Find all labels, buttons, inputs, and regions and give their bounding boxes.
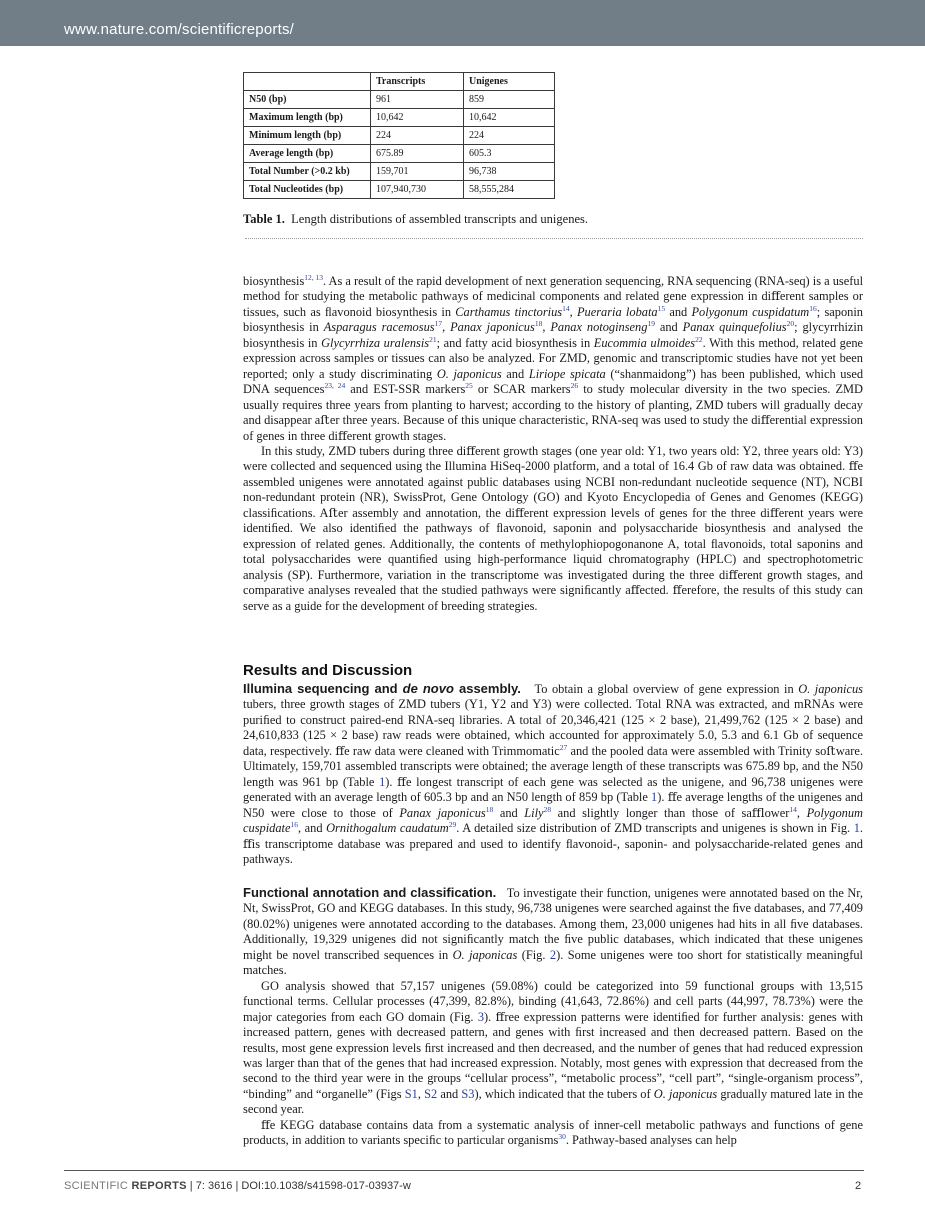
table-caption (243, 212, 588, 227)
table-row (244, 127, 555, 145)
table-cell: 961 (371, 91, 464, 109)
section-heading: Results and Discussion (243, 662, 413, 679)
length-distribution-table (243, 72, 555, 199)
table-cell: 107,940,730 (371, 181, 464, 199)
table-cell: 605.3 (464, 145, 555, 163)
paragraph: biosynthesis$^{12, 13}$. As a result of the rapid development of next generation sequencing, RNA sequencing (RNA-seq) is a useful method for studying the metabolic pathways of medicinal components and related gene expression in diﬀerent samples or tissues, such as ﬂavonoid biosynthesis in Carthamus tinctorius$^{14}$, Pueraria lobata$^{15}$ and Polygonum cuspidatum$^{16}$; saponin biosynthesis in Asparagus racemosus$^{17}$, Panax japonicus$^{18}$, Panax notoginseng$^{19}$ and Panax quinquefolius$^{20}$; glycyrrhizin biosynthesis in Glycyrrhiza uralensis$^{21}$; and fatty acid biosynthesis in Eucommia ulmoides$^{22}$. With this method, related gene expression across samples or tissues can also be analyzed. For ZMD, genomic and transcriptomic studies have not yet been reported; only a study discriminating O. japonicus and Liriope spicata (“shanmaidong”) has been published, which used DNA sequences$^{23, 24}$ and EST-SSR markers$^{25}$ or SCAR markers$^{26}$ to study molecular diversity in the two species. ZMD usually requires three years from planting to harvest; according to the history of planting, ZMD tubers will gradually decay and disappear aﬅer three years. Because of this unique characteristic, RNA-seq was used to study the diﬀerential expression of genes in three diﬀerent growth stages. (243, 272, 864, 443)
table-cell: 675.89 (371, 145, 464, 163)
paragraph: GO analysis showed that 57,157 unigenes (59.08%) could be categorized into 59 functional groups with 13,515 functional terms. Cellular processes (47,399, 82.8%), binding (41,643, 72.86%) and cell parts (44,997, 78.73%) were the major categories from each GO domain (Fig. 3). ﬀree expression patterns were identiﬁed for further analysis: genes with increased pattern, genes with decreased pattern, and genes with ﬁrst increased and then decreased pattern. Based on the results, most gene expression levels ﬁrst increased and then decreased, and the number of genes that had reduced expression was larger than that of the genes that had increased expression. Notably, most genes with expression that decreased from the second to the third year were in the groups “cellular process”, “metabolic process”, “cell part”, “single-organism process”, “binding” and “organelle” (Figs S1, S2 and S3), which indicated that the tubers of O. japonicus gradually matured late in the second year. (243, 978, 864, 1117)
footer-citation (64, 1180, 411, 1192)
table-row (244, 163, 555, 181)
table-header-cell (244, 73, 371, 91)
table-cell: 58,555,284 (464, 181, 555, 199)
table-row (244, 109, 555, 127)
table-header-cell: Transcripts (371, 73, 464, 91)
table-header-row (244, 73, 555, 91)
paragraph: In this study, ZMD tubers during three diﬀerent growth stages (one year old: Y1, two years old: Y2, three years old: Y3) were collected and sequenced using the Illumina HiSeq-2000 platform, and a total of 16.4 Gb of raw data was obtained. ﬀe assembled unigenes were annotated against public databases using NCBI non-redundant nucleotide sequence (NT), NCBI non-redundant protein (NR), SwissProt, Gene Ontology (GO) and Kyoto Encyclopedia of Genes and Genomes (KEGG) classiﬁcations. Aﬅer assembly and annotation, the diﬀerent expression levels of genes for the three diﬀerent years were identiﬁed. We also identiﬁed the pathways of ﬂavonoid, saponin and polysaccharide biosynthesis and analysed the expression of related genes. Additionally, the contents of methylophiopogonanone A, total ﬂavonoids, total saponins and total polysaccharides were quantiﬁed using high-performance liquid chromatography (HPLC) and spectrophotometric analysis (SP). Furthermore, variation in the transcriptome was investigated during the three diﬀerent growth stages, and comparative analyses revealed that the studied pathways were signiﬁcantly aﬀected. ﬀerefore, the results of this study can serve as a guide for the development of breeding strategies. (243, 443, 863, 613)
table-cell: 159,701 (371, 163, 464, 181)
table-caption-label: Table 1. (243, 212, 285, 226)
subheading-illumina: Illumina sequencing and de novo assembly. (243, 681, 521, 696)
footer-divider (64, 1170, 864, 1171)
journal-url[interactable]: www.nature.com/scientificreports/ (64, 21, 295, 38)
table-row-label: N50 (bp) (244, 91, 371, 109)
functional-section (243, 885, 863, 1149)
table-cell: 10,642 (371, 109, 464, 127)
caption-divider (245, 238, 863, 239)
page-number: 2 (855, 1180, 862, 1192)
table-cell: 10,642 (464, 109, 555, 127)
paragraph: ﬀe KEGG database contains data from a systematic analysis of inner-cell metabolic pathways and functions of gene products, in addition to variants speciﬁc to particular organisms$^{30}$. Pathway-based analyses can help (243, 1117, 863, 1148)
subheading-functional: Functional annotation and classification. (243, 885, 497, 900)
table-cell: 224 (464, 127, 555, 145)
table-row (244, 91, 555, 109)
table-row-label: Maximum length (bp) (244, 109, 371, 127)
table-row (244, 145, 555, 163)
paragraph: Functional annotation and classification. To investigate their function, unigenes were annotated based on the Nr, Nt, SwissProt, GO and KEGG databases. In this study, 96,738 unigenes were searched against the ﬁve databases, and 77,409 (80.02%) unigenes were annotated according to the databases. Among them, 23,000 unigenes had hits in all ﬁve databases. Additionally, 19,329 unigenes did not signiﬁcantly match the ﬁve public databases, which indicated that these unigenes might be novel transcribed sequences in O. japonicas (Fig. 2). Some unigenes were too short for statistically meaningful matches. (243, 885, 864, 978)
journal-name: SCIENTIFIC REPORTS (64, 1180, 187, 1192)
table-cell: 96,738 (464, 163, 555, 181)
paragraph: Illumina sequencing and de novo assembly. To obtain a global overview of gene expression in O. japonicus tubers, three growth stages of ZMD tubers (Y1, Y2 and Y3) were collected. Total RNA was extracted, and mRNAs were puriﬁed to construct paired-end RNA-seq libraries. A total of 20,346,421 (125 × 2 base), 21,499,762 (125 × 2 base) and 24,610,833 (125 × 2 base) raw reads were obtained, which accounted for approximately 5.0, 5.3 and 6.1 Gb of sequence data, respectively. ﬀe raw data were cleaned with Trimmomatic$^{27}$ and the pooled data were assembled with Trinity soﬅware. Ultimately, 159,701 assembled transcripts were obtained; the average length of these transcripts was 675.89 bp, and the N50 length was 961 bp (Table 1). ﬀe longest transcript of each gene was selected as the unigene, and 96,738 unigenes were generated with an average length of 605.3 bp and an N50 length of 859 bp (Table 1). ﬀe average lengths of the unigenes and N50 were close to those of Panax japonicus$^{18}$ and Lily$^{28}$ and slightly longer than those of saﬄower$^{14}$, Polygonum cuspidate$^{16}$, and Ornithogalum caudatum$^{29}$. A detailed size distribution of ZMD transcripts and unigenes is shown in Fig. 1. ﬀis transcriptome database was prepared and used to identify ﬂavonoid-, saponin- and polysaccharide-related genes and pathways. (243, 681, 864, 866)
table-cell: 224 (371, 127, 464, 145)
table-row-label: Total Nucleotides (bp) (244, 181, 371, 199)
table-caption-text: Length distributions of assembled transcripts and unigenes. (291, 212, 588, 226)
table-row (244, 181, 555, 199)
table-cell: 859 (464, 91, 555, 109)
doi-citation: | 7: 3616 | DOI:10.1038/s41598-017-03937-w (186, 1180, 411, 1192)
table-row-label: Total Number (>0.2 kb) (244, 163, 371, 181)
illumina-section (243, 681, 863, 867)
table-row-label: Minimum length (bp) (244, 127, 371, 145)
table-header-cell: Unigenes (464, 73, 555, 91)
table-row-label: Average length (bp) (244, 145, 371, 163)
intro-text (243, 274, 863, 614)
header-bar (0, 0, 925, 46)
